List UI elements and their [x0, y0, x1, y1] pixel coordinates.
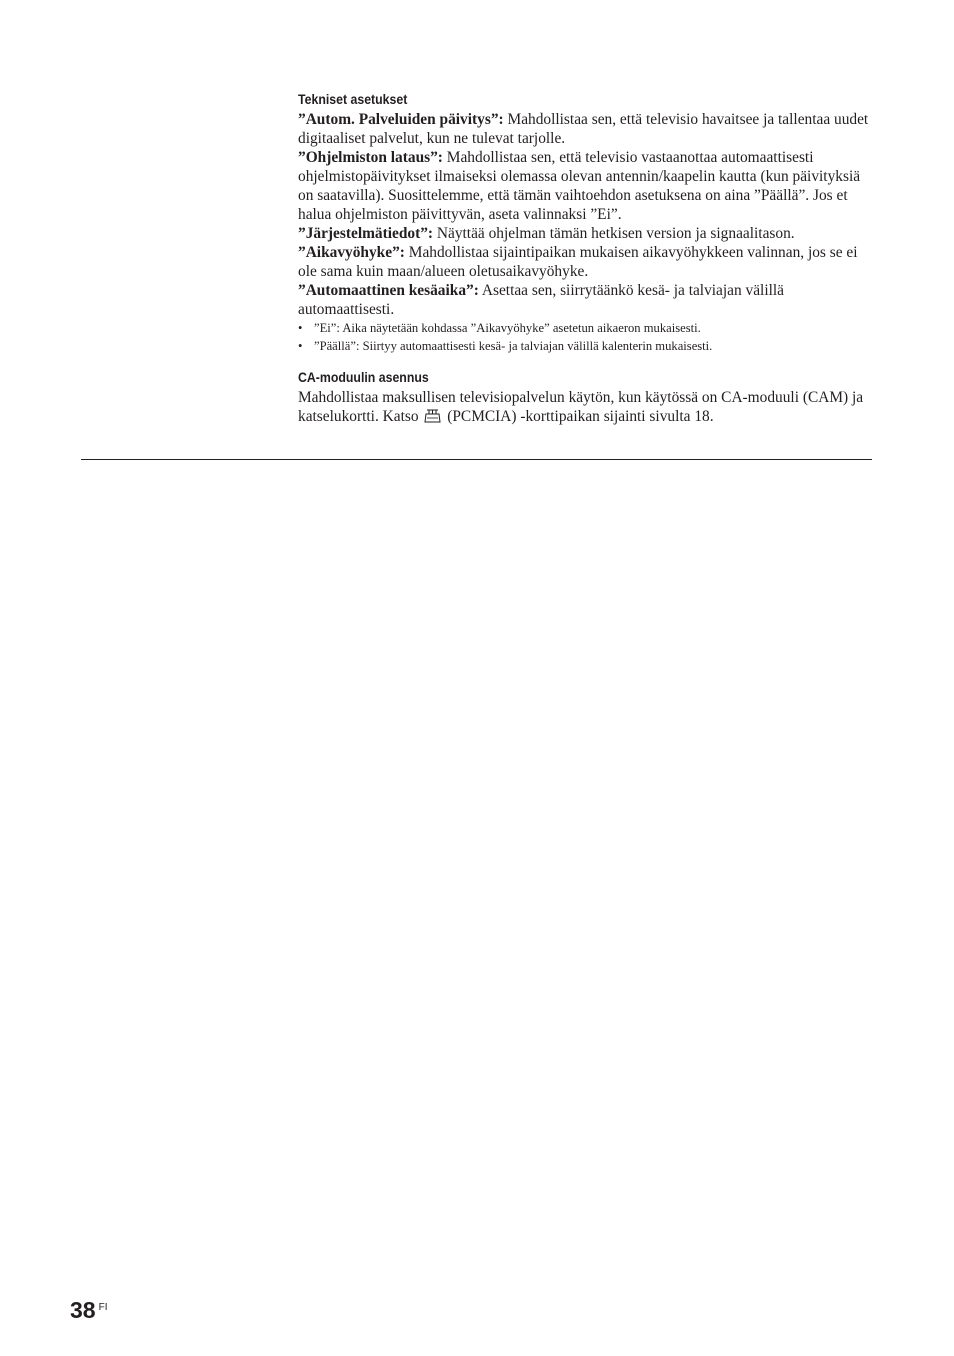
setting-ohjelmiston-lataus	[298, 148, 872, 224]
setting-term: ”Autom. Palveluiden päivitys”:	[298, 111, 504, 128]
pcmcia-slot-icon	[424, 409, 441, 428]
setting-term: ”Järjestelmätiedot”:	[298, 225, 434, 242]
body-text: Mahdollistaa maksullisen televisiopalvelun käytön, kun käytössä on CA-moduuli (CAM) ja katselukortti. Katso	[298, 389, 864, 425]
setting-automaattinen-kesaaika	[298, 281, 872, 319]
page-footer	[70, 1296, 107, 1324]
section-ca-module-install	[298, 368, 872, 428]
bullet-icon: •	[298, 321, 303, 335]
section-heading: Tekniset asetukset	[298, 91, 408, 107]
page-number: 38	[70, 1297, 96, 1323]
section-heading: CA-moduulin asennus	[298, 369, 429, 385]
section-body	[298, 388, 872, 428]
setting-description: Mahdollistaa sen, että televisio vastaanottaa automaattisesti ohjelmistopäivitykset ilmaiseksi olemassa olevan antennin/kaapelin kautta (kun päivityksiä on saatavilla). Suosittelemme, että tämän vaihtoehdon asetuksena on aina ”Päällä”. Jos et halua ohjelmiston päivittyvän, aseta valinnaksi ”Ei”.	[298, 149, 861, 223]
list-item	[298, 337, 872, 355]
setting-term: ”Ohjelmiston lataus”:	[298, 149, 443, 166]
bullet-icon: •	[298, 339, 303, 353]
setting-term: ”Automaattinen kesäaika”:	[298, 282, 479, 299]
setting-description: Mahdollistaa sijaintipaikan mukaisen aikavyöhykkeen valinnan, jos se ei ole sama kuin maan/alueen oletusaikavyöhyke.	[298, 244, 858, 280]
setting-term: ”Aikavyöhyke”:	[298, 244, 405, 261]
section-divider	[81, 459, 872, 460]
list-item-text: ”Ei”: Aika näytetään kohdassa ”Aikavyöhyke” asetetun aikaeron mukaisesti.	[314, 321, 701, 335]
setting-description: Näyttää ohjelman tämän hetkisen version ja signaalitason.	[433, 225, 795, 242]
setting-aikavyohyke	[298, 243, 872, 281]
setting-description: Mahdollistaa sen, että televisio havaitsee ja tallentaa uudet digitaaliset palvelut, kun ne tulevat tarjolle.	[298, 111, 869, 147]
setting-autom-palveluiden-paivitys	[298, 110, 872, 148]
bullet-list	[298, 319, 872, 355]
body-text: (PCMCIA) -korttipaikan sijainti sivulta 18.	[443, 408, 714, 425]
language-code: FI	[98, 1302, 108, 1313]
setting-jarjestelmatiedot	[298, 224, 872, 243]
section-technical-settings	[298, 90, 872, 355]
main-content	[298, 90, 872, 428]
list-item	[298, 319, 872, 337]
list-item-text: ”Päällä”: Siirtyy automaattisesti kesä- ja talviajan välillä kalenterin mukaisesti.	[314, 339, 713, 353]
setting-description: Asettaa sen, siirrytäänkö kesä- ja talviajan välillä automaattisesti.	[298, 282, 784, 318]
